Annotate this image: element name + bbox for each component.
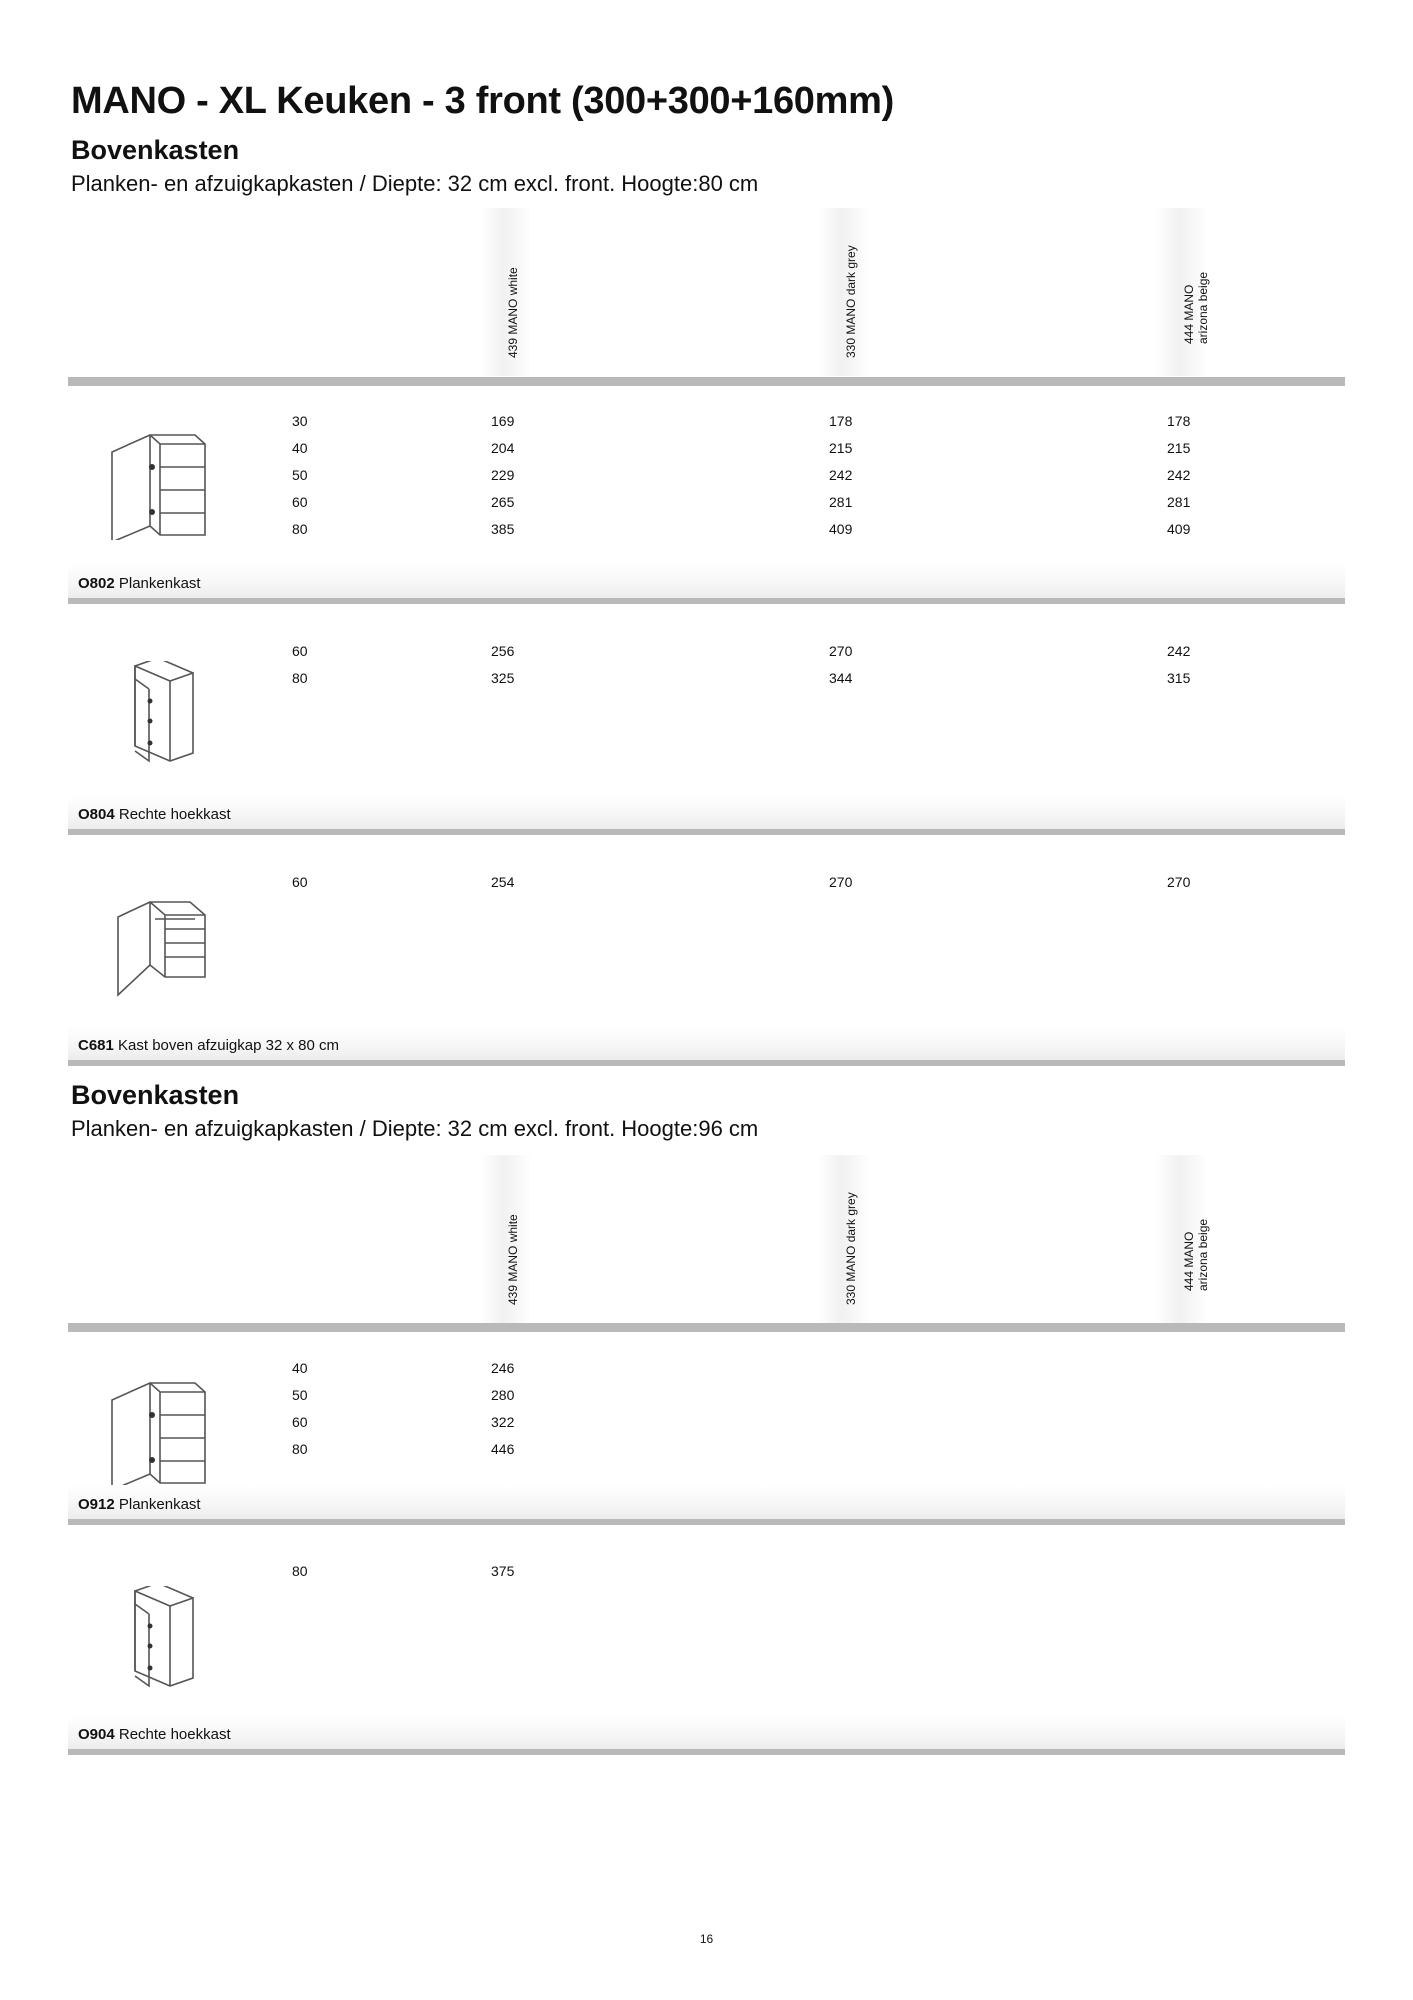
size-list: 40 50 60 80 [292, 1360, 308, 1457]
hood-cabinet-icon [110, 897, 220, 1007]
price-list-arizona-beige: 242 315 [1167, 643, 1191, 686]
product-code: O904 [78, 1726, 115, 1743]
corner-wall-cabinet-icon [105, 1586, 215, 1696]
price-list-white: 169 204 229 265 385 [491, 413, 515, 537]
row-divider [68, 1519, 1345, 1525]
size-list: 60 80 [292, 643, 308, 686]
open-wall-cabinet-icon [100, 1378, 210, 1488]
product-row-o912 [0, 1353, 1413, 1493]
price-list-white: 254 [491, 874, 515, 890]
product-row-o802 [0, 405, 1413, 545]
price-list-arizona-beige: 270 [1167, 874, 1191, 890]
corner-wall-cabinet-icon [105, 661, 215, 771]
price-list-arizona-beige: 178 215 242 281 409 [1167, 413, 1191, 537]
product-label-o802 [68, 564, 1345, 598]
open-wall-cabinet-icon [100, 430, 210, 540]
size-list: 30 40 50 60 80 [292, 413, 308, 537]
column-header-dark-grey: 330 MANO dark grey [818, 208, 870, 376]
header-divider [68, 377, 1345, 386]
product-label-o912 [68, 1485, 1345, 1519]
section-subtitle: Planken- en afzuigkapkasten / Diepte: 32 cm excl. front. Hoogte:96 cm [71, 1116, 759, 1141]
row-divider [68, 829, 1345, 835]
row-divider [68, 1060, 1345, 1066]
product-label-o804 [68, 795, 1345, 829]
product-row-o804 [0, 636, 1413, 766]
product-label-c681 [68, 1026, 1345, 1060]
product-code: O804 [78, 806, 115, 823]
product-code: O802 [78, 575, 115, 592]
product-label-o904 [68, 1715, 1345, 1749]
column-header-dark-grey: 330 MANO dark grey [818, 1155, 870, 1323]
price-list-white: 375 [491, 1563, 515, 1579]
product-name: Kast boven afzuigkap 32 x 80 cm [118, 1037, 339, 1054]
page-title: MANO - XL Keuken - 3 front (300+300+160mm) [71, 80, 894, 122]
row-divider [68, 598, 1345, 604]
product-row-c681 [0, 867, 1413, 997]
price-list-dark-grey: 270 344 [829, 643, 853, 686]
product-code: O912 [78, 1496, 115, 1513]
column-header-white: 439 MANO white [480, 208, 532, 376]
row-divider [68, 1749, 1345, 1755]
product-code: C681 [78, 1037, 114, 1054]
product-row-o904 [0, 1556, 1413, 1696]
column-header-white: 439 MANO white [480, 1155, 532, 1323]
product-name: Plankenkast [118, 1496, 201, 1513]
price-list-dark-grey: 270 [829, 874, 853, 890]
product-name: Plankenkast [118, 575, 201, 592]
size-list: 60 [292, 874, 308, 890]
header-divider [68, 1323, 1345, 1332]
product-name: Rechte hoekkast [118, 806, 231, 823]
column-header-arizona-beige: 444 MANO arizona beige [1156, 1155, 1208, 1323]
page-number: 16 [699, 1932, 714, 1946]
price-list-dark-grey: 178 215 242 281 409 [829, 413, 853, 537]
section-title: Bovenkasten [71, 1080, 240, 1110]
price-list-white: 256 325 [491, 643, 515, 686]
section-title: Bovenkasten [71, 135, 240, 165]
product-name: Rechte hoekkast [118, 1726, 231, 1743]
price-list-white: 246 280 322 446 [491, 1360, 515, 1457]
section-subtitle: Planken- en afzuigkapkasten / Diepte: 32 cm excl. front. Hoogte:80 cm [71, 171, 759, 196]
column-header-arizona-beige: 444 MANO arizona beige [1156, 208, 1208, 376]
size-list: 80 [292, 1563, 308, 1579]
